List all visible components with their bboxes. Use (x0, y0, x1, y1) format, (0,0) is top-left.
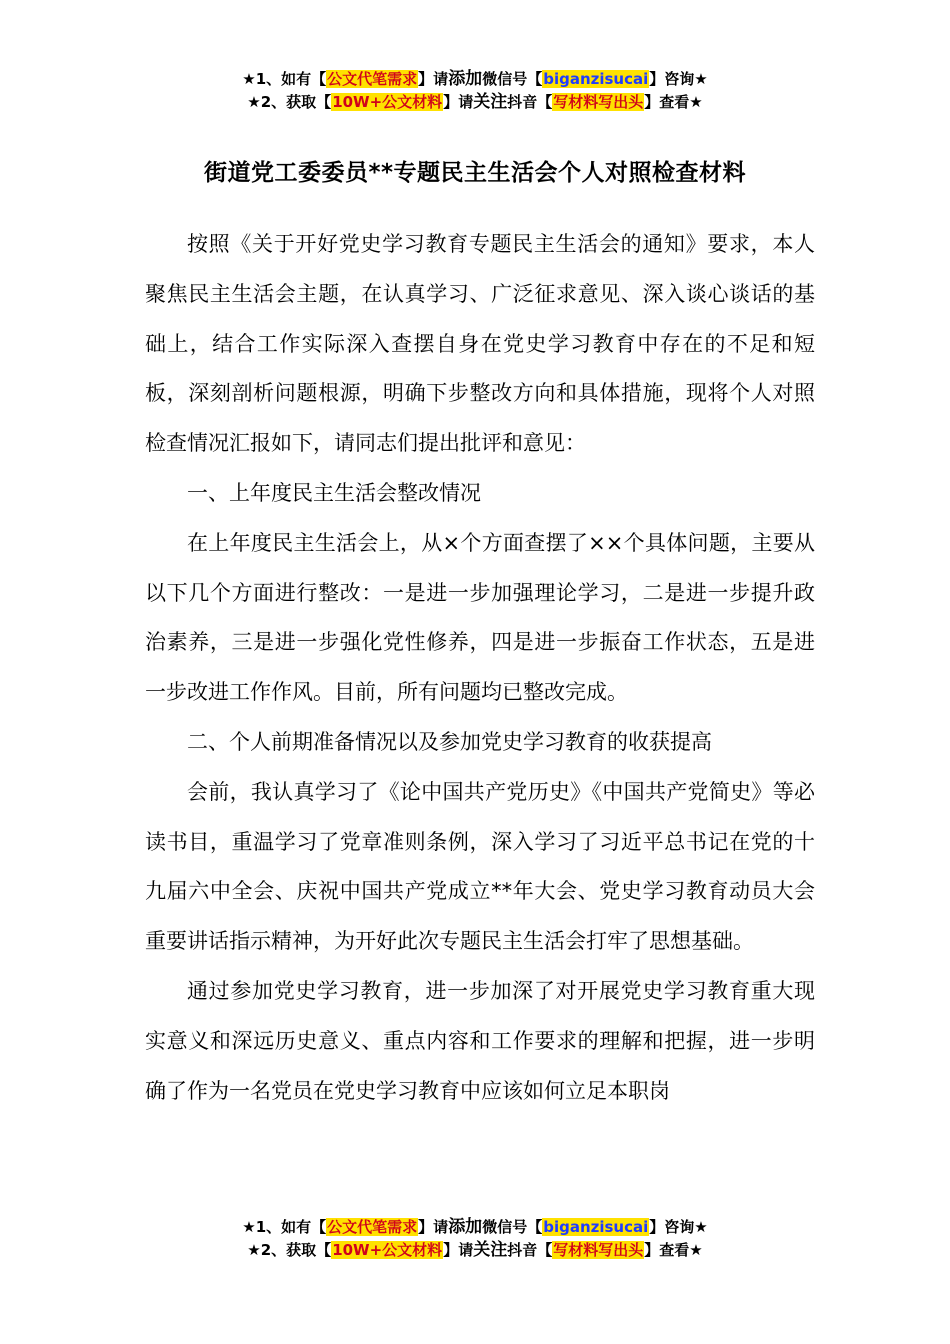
section-heading-2: 二、个人前期准备情况以及参加党史学习教育的收获提高 (187, 729, 712, 754)
banner-emphasis: 关注 (473, 1240, 508, 1260)
banner-emphasis: 添加 (448, 69, 483, 89)
banner-text: 】查看 (644, 1241, 690, 1259)
paragraph: 在上年度民主生活会上，从×个方面查摆了××个具体问题，主要从以下几个方面进行整改：一是进一步加强理论学习，二是进一步提升政治素养，三是进一步强化党性修养，四是进一步振奋工作状态，五是进一步改进工作作风。目前，所有问题均已整改完成。 (145, 530, 815, 705)
banner-line-2 (0, 91, 950, 114)
banner-text: 】请 (418, 1218, 449, 1236)
banner-text: 2、获取【 (260, 1241, 332, 1259)
intro-paragraph: 按照《关于开好党史学习教育专题民主生活会的通知》要求，本人聚焦民主生活会主题，在认真学习、广泛征求意见、深入谈心谈话的基础上，结合工作实际深入查摆自身在党史学习教育中存在的不足和短板，深刻剖析问题根源，明确下步整改方向和具体措施，现将个人对照检查情况汇报如下，请同志们提出批评和意见： (145, 232, 815, 456)
banner-text: 】请 (418, 70, 449, 88)
star-icon: ★ (247, 93, 261, 111)
footer-banner (0, 1216, 950, 1262)
highlight-materials: 10W+公文材料 (332, 93, 443, 111)
banner-text: 1、如有【 (255, 70, 327, 88)
banner-text: 2、获取【 (260, 93, 332, 111)
paragraph: 会前，我认真学习了《论中国共产党历史》《中国共产党简史》等必读书目，重温学习了党章准则条例，深入学习了习近平总书记在党的十九届六中全会、庆祝中国共产党成立**年大会、党史学习教育动员大会重要讲话指示精神，为开好此次专题民主生活会打牢了思想基础。 (145, 779, 815, 954)
section-heading-1: 一、上年度民主生活会整改情况 (187, 480, 481, 505)
document-title: 街道党工委委员**专题民主生活会个人对照检查材料 (203, 160, 747, 186)
star-icon: ★ (689, 1241, 703, 1259)
paragraph: 通过参加党史学习教育，进一步加深了对开展党史学习教育重大现实意义和深远历史意义、重点内容和工作要求的理解和把握，进一步明确了作为一名党员在党史学习教育中应该如何立足本职岗 (145, 978, 815, 1103)
banner-text: 微信号【 (482, 70, 543, 88)
banner-line-1 (0, 1216, 950, 1239)
document-body (145, 220, 815, 1116)
banner-text: 】查看 (644, 93, 690, 111)
banner-text: 抖音【 (507, 93, 553, 111)
star-icon: ★ (689, 93, 703, 111)
banner-line-1 (0, 68, 950, 91)
banner-text: 】请 (443, 1241, 474, 1259)
highlight-douyin: 写材料写出头 (553, 93, 644, 111)
star-icon: ★ (242, 1218, 256, 1236)
banner-text: 微信号【 (482, 1218, 543, 1236)
banner-text: 】咨询 (649, 70, 695, 88)
highlight-ghostwriting: 公文代笔需求 (327, 70, 418, 88)
header-banner (0, 68, 950, 114)
highlight-ghostwriting: 公文代笔需求 (327, 1218, 418, 1236)
star-icon: ★ (242, 70, 256, 88)
highlight-douyin: 写材料写出头 (553, 1241, 644, 1259)
star-icon: ★ (694, 1218, 708, 1236)
highlight-wechat-id: biganzisucai (543, 70, 649, 88)
banner-emphasis: 添加 (448, 1217, 483, 1237)
highlight-wechat-id: biganzisucai (543, 1218, 649, 1236)
banner-text: 抖音【 (507, 1241, 553, 1259)
banner-line-2 (0, 1239, 950, 1262)
star-icon: ★ (247, 1241, 261, 1259)
banner-text: 】咨询 (649, 1218, 695, 1236)
banner-emphasis: 关注 (473, 92, 508, 112)
banner-text: 】请 (443, 93, 474, 111)
banner-text: 1、如有【 (255, 1218, 327, 1236)
highlight-materials: 10W+公文材料 (332, 1241, 443, 1259)
star-icon: ★ (694, 70, 708, 88)
